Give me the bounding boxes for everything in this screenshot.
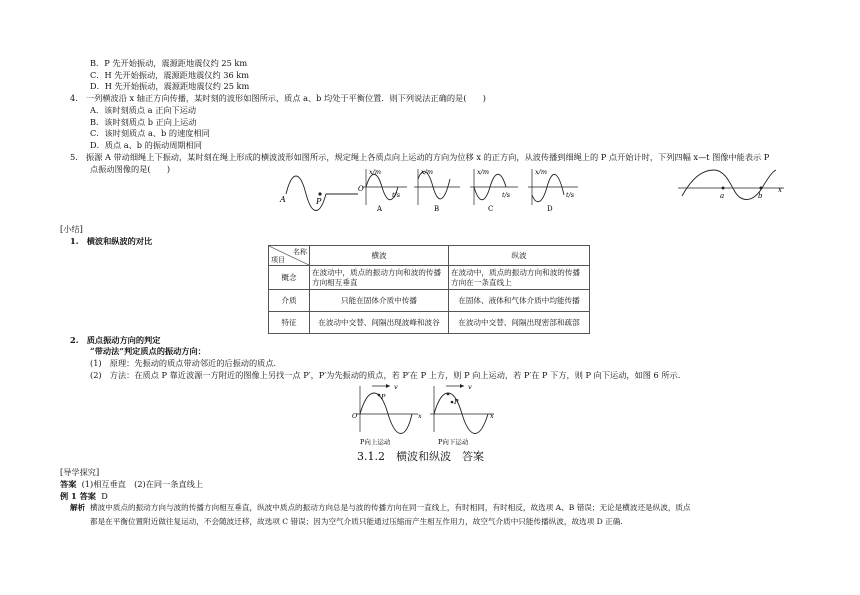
svg-text:P: P bbox=[454, 398, 459, 406]
svg-text:v: v bbox=[394, 383, 398, 391]
graph-c bbox=[470, 168, 518, 213]
table-row-label: 介质 bbox=[269, 290, 310, 312]
q4-option-b: B．该时刻质点 b 正向上运动 bbox=[90, 117, 197, 127]
summary-item-1: 1. 横波和纵波的对比 bbox=[70, 236, 153, 246]
q3-option-d: D．H 先开始振动，震源距地震仪约 25 km bbox=[90, 81, 250, 91]
example-1-answer: 例 1 答案 D bbox=[60, 491, 108, 501]
q4-option-d: D．质点 a、b 的振动周期相同 bbox=[90, 140, 202, 150]
graph-a bbox=[358, 168, 407, 213]
table-row-label: 概念 bbox=[269, 266, 310, 290]
table-header-longitudinal: 纵波 bbox=[449, 246, 590, 266]
wave-label-x: x bbox=[778, 186, 782, 194]
table-cell: 在波动中，质点的振动方向和波的传播方向在一条直线上 bbox=[449, 266, 590, 290]
caption-down: P向下运动 bbox=[438, 438, 469, 446]
method-steps: (2) 方法：在质点 P 靠近波源一方附近的图像上另找一点 P′，P′为先振动的质点，若 P′在 P 上方，则 P 向上运动，若 P′在 P 下方，则 P 向下运动，如图 6 所示. bbox=[90, 370, 681, 380]
method-principle: (1) 原理：先振动的质点带动邻近的后振动的质点． bbox=[90, 358, 282, 368]
table-cell: 只能在固体介质中传播 bbox=[310, 290, 449, 312]
graph-label-a: A bbox=[377, 205, 383, 213]
table-cell: 在波动中交替、间隔出现密部和疏部 bbox=[449, 312, 590, 334]
svg-text:x/m: x/m bbox=[535, 168, 548, 176]
svg-text:t/s: t/s bbox=[566, 191, 575, 199]
summary-heading: [小结] bbox=[60, 224, 83, 234]
table-cell: 在波动中交替、间隔出现波峰和波谷 bbox=[310, 312, 449, 334]
analysis-line-1: 解析 横波中质点的振动方向与波的传播方向相互垂直，纵波中质点的振动方向总是与波的传播方向在同一直线上，有时相同，有时相反，故选项 A、B 错误；无论是横波还是纵波，质点 bbox=[70, 503, 691, 512]
wave-label-a: a bbox=[720, 192, 725, 200]
graph-label-c: C bbox=[488, 205, 494, 213]
svg-text:t/s: t/s bbox=[502, 191, 511, 199]
daoxue-answer: 答案 (1)相互垂直 (2)在同一条直线上 bbox=[60, 479, 204, 489]
graph-b bbox=[414, 168, 460, 213]
q3-option-b: B．P 先开始振动，震源距地震仪约 25 km bbox=[90, 58, 248, 68]
graph-d bbox=[528, 168, 578, 213]
svg-text:x/m: x/m bbox=[369, 168, 382, 176]
comparison-table bbox=[268, 245, 590, 334]
svg-text:t/s: t/s bbox=[392, 191, 401, 199]
svg-text:P: P bbox=[381, 393, 386, 401]
rope-label-p: P bbox=[316, 197, 322, 206]
svg-text:x/m: x/m bbox=[477, 168, 490, 176]
analysis-line-2: 都是在平衡位置附近做往复运动，不会随波迁移，故选项 C 错误；因为空气介质只能通过压缩而产生相互作用力，故空气介质中只能传播纵波，故选项 D 正确. bbox=[90, 517, 623, 526]
table-row-label: 特征 bbox=[269, 312, 310, 334]
answer-title: 3.1.2 横波和纵波 答案 bbox=[357, 450, 484, 463]
svg-text:x: x bbox=[418, 412, 422, 420]
svg-text:x/m: x/m bbox=[421, 168, 434, 176]
rope-wave-figure bbox=[278, 172, 360, 212]
caption-up: P向上运动 bbox=[360, 438, 391, 446]
graph-label-b: B bbox=[434, 205, 440, 213]
wave-label-b: b bbox=[758, 192, 763, 200]
table-header-transverse: 横波 bbox=[310, 246, 449, 266]
table-corner: 名称 项目 bbox=[269, 246, 310, 266]
q5-stem: 5. 振源 A 带动细绳上下振动，某时刻在绳上形成的横波波形如图所示，规定绳上各质点向上运动的方向为位移 x 的正方向，从波传播到细绳上的 P 点开始计时，下列四幅 x—t 图像中能表示 P bbox=[70, 152, 770, 162]
summary-item-2: 2. 质点振动方向的判定 bbox=[70, 335, 161, 345]
table-cell: 在波动中，质点的振动方向和波的传播方向相互垂直 bbox=[310, 266, 449, 290]
svg-text:O: O bbox=[358, 185, 364, 193]
q4-stem: 4. 一列横波沿 x 轴正方向传播，某时刻的波形如图所示，质点 a、b 均处于平衡位置．则下列说法正确的是( ) bbox=[70, 93, 486, 103]
q4-option-a: A．该时刻质点 a 正向下运动 bbox=[90, 105, 197, 115]
q5-stem-cont: 点振动图像的是( ) bbox=[90, 164, 171, 174]
fig6-left bbox=[352, 383, 422, 446]
method-title: “带动法”判定质点的振动方向： bbox=[90, 346, 206, 356]
figure-6 bbox=[350, 380, 500, 448]
q3-option-c: C．H 先开始振动，震源距地震仪约 36 km bbox=[90, 70, 249, 80]
point-p-dot bbox=[318, 192, 321, 195]
fig6-right bbox=[430, 383, 494, 446]
daoxue-heading: [导学探究] bbox=[60, 467, 100, 477]
table-cell: 在固体、液体和气体介质中均能传播 bbox=[449, 290, 590, 312]
svg-text:x: x bbox=[490, 412, 494, 420]
graph-label-d: D bbox=[547, 205, 553, 213]
rope-label-a: A bbox=[280, 195, 286, 204]
svg-text:v: v bbox=[468, 383, 472, 391]
xt-graphs bbox=[352, 165, 588, 213]
svg-text:O: O bbox=[352, 412, 358, 420]
q4-wave-figure bbox=[676, 168, 788, 204]
q4-option-c: C．该时刻质点 a、b 的速度相同 bbox=[90, 128, 210, 138]
